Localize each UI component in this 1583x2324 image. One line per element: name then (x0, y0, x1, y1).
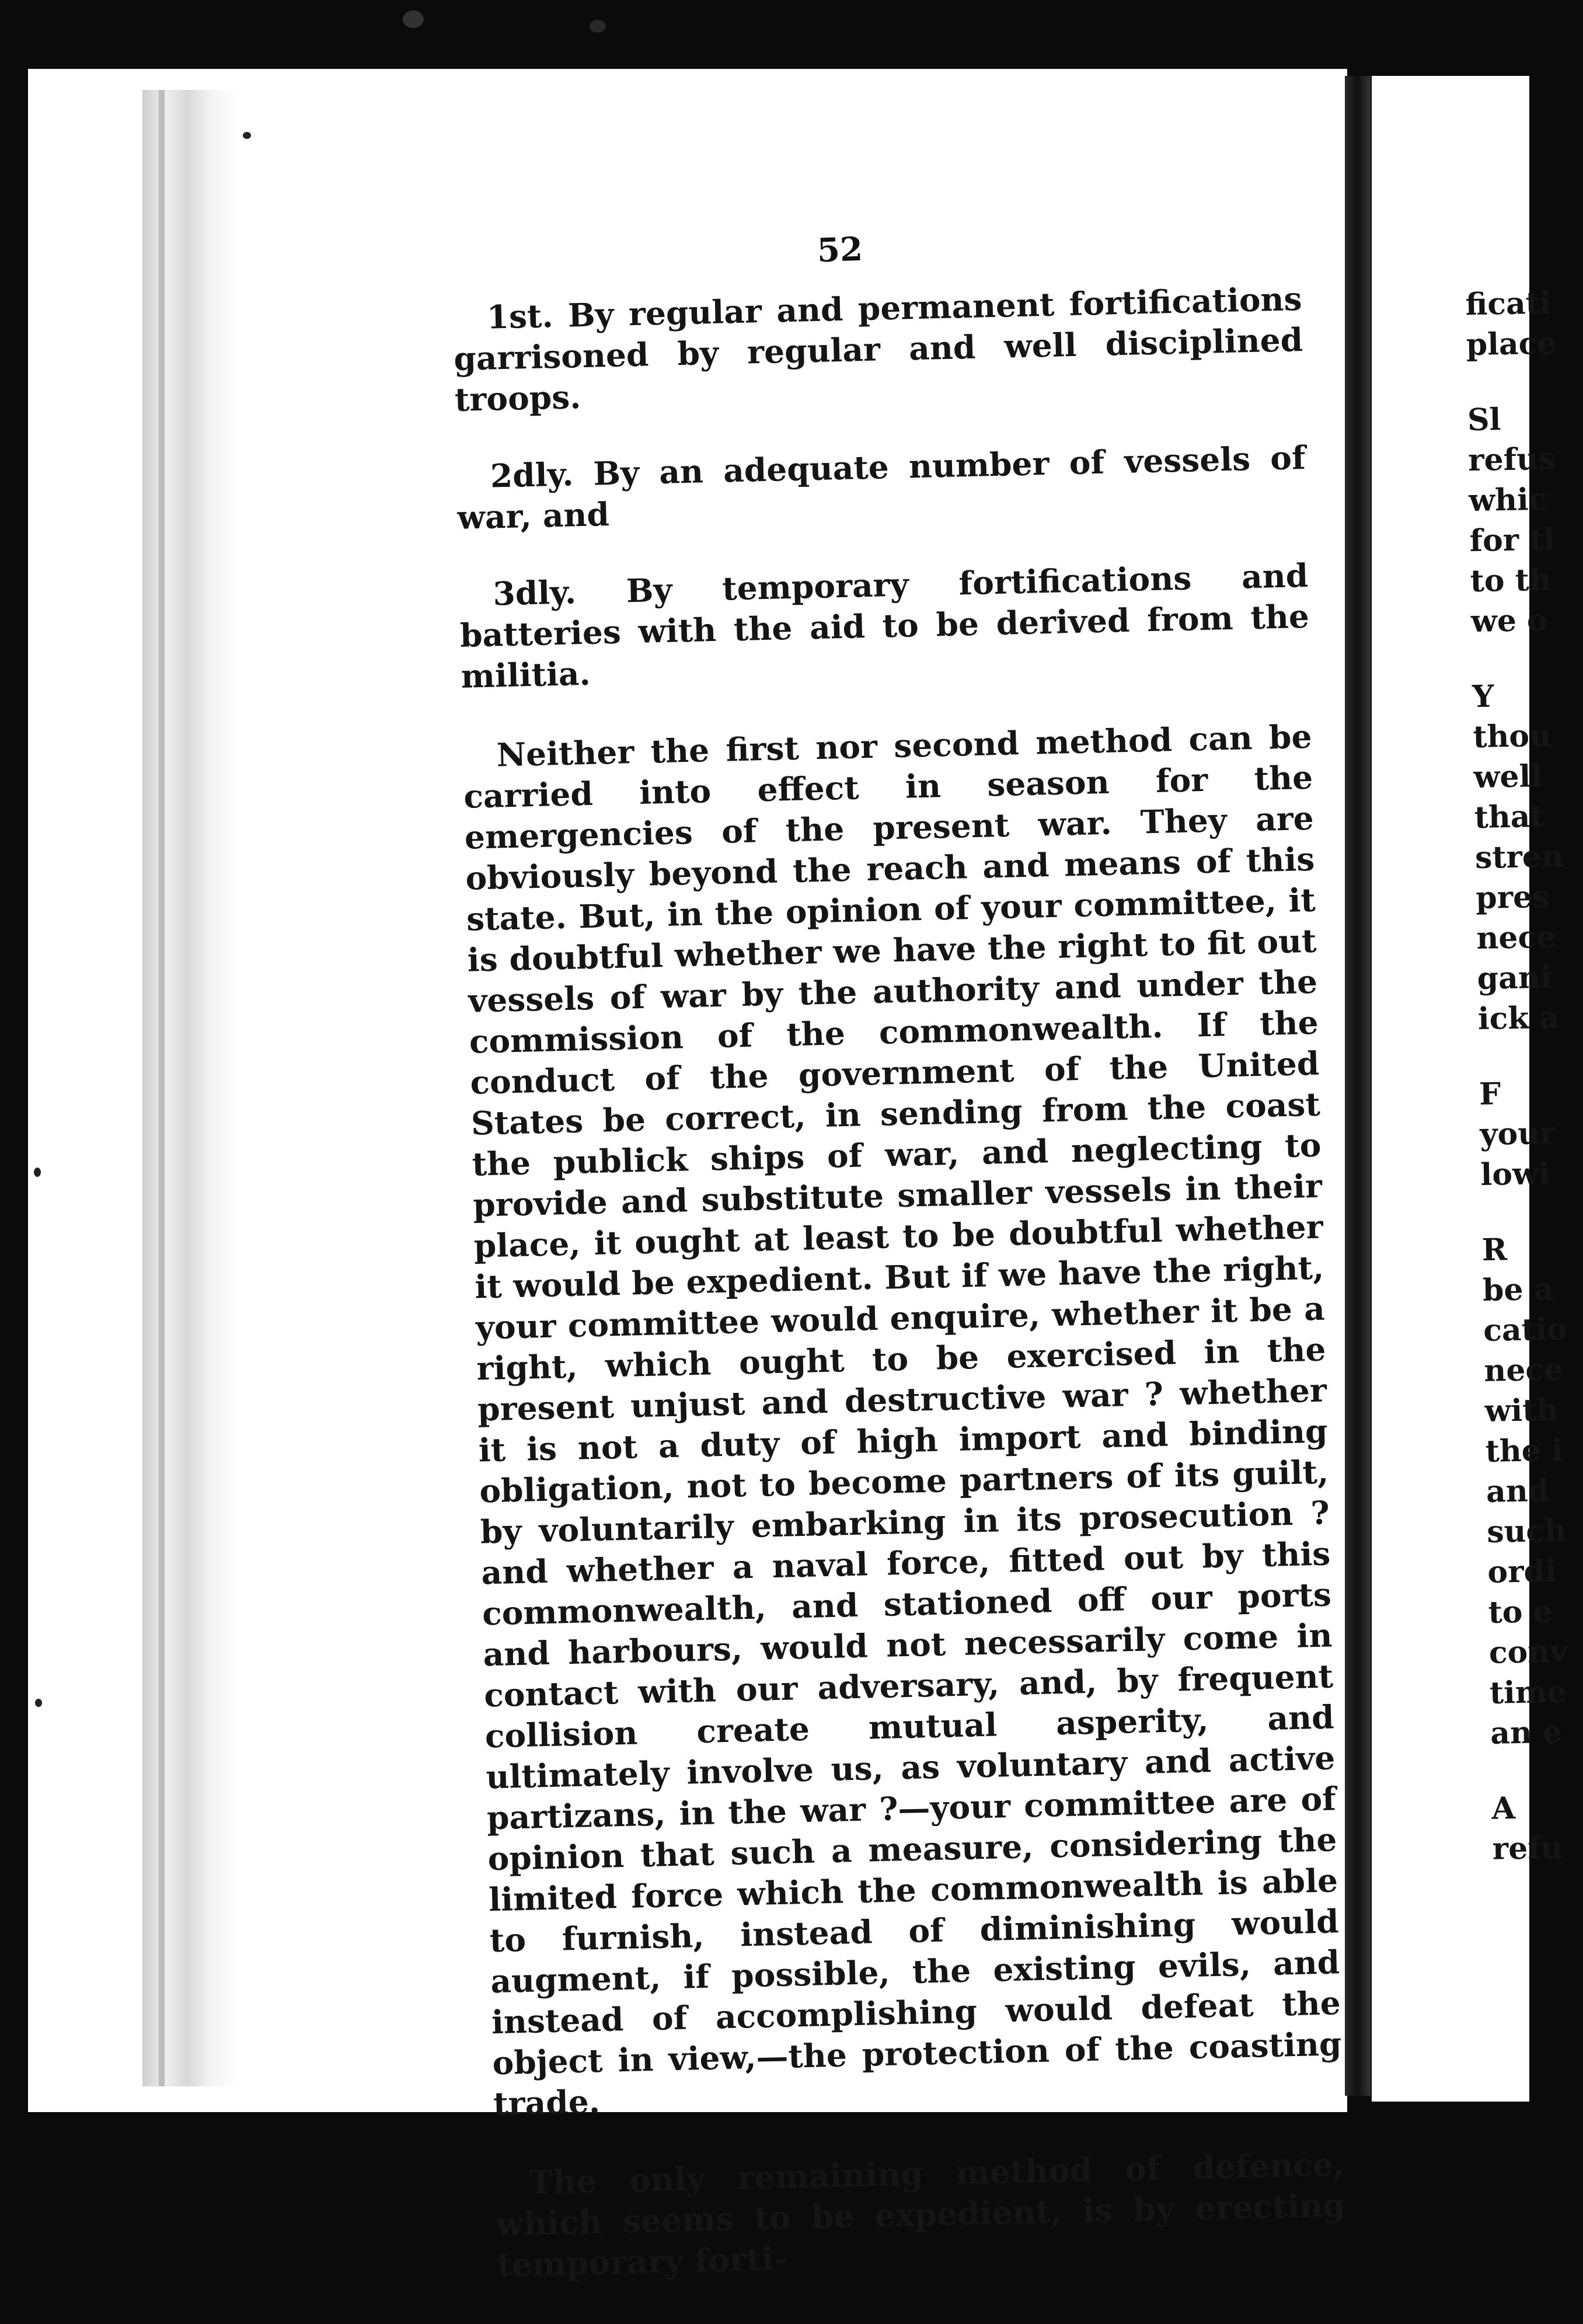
facing-page-line: ick a (1477, 999, 1560, 1037)
facing-page-line: to th (1470, 562, 1552, 600)
facing-page-line: nece (1483, 1351, 1564, 1389)
facing-page-line (1373, 364, 1531, 402)
scan-speck (403, 11, 424, 28)
facing-page-line (1387, 1194, 1546, 1232)
facing-page-line: for tl (1469, 521, 1556, 559)
facing-page-line: pres (1475, 879, 1550, 917)
facing-page-line: F (1479, 1076, 1501, 1112)
paragraph: The only remaining method of defence, which seems to be expedient, is by erecting temporary forti- (496, 2145, 1346, 2284)
facing-page-line: ficati (1465, 285, 1552, 323)
facing-page-line: refu (1492, 1830, 1563, 1867)
facing-page-line: conv (1488, 1633, 1568, 1671)
facing-page-line: an e (1490, 1714, 1563, 1751)
paragraph: 3dly. By temporary fortifications and batteries with the aid to be derived from the militia. (459, 556, 1310, 695)
facing-page-text (1372, 283, 1568, 1870)
facing-page-line: catio (1483, 1311, 1568, 1349)
facing-page-line: that (1474, 798, 1544, 836)
facing-page-line: stren (1474, 838, 1564, 876)
paragraph: Neither the first nor second method can be carried into effect in season for the emergencies of the present war. They are obviously beyond the reach and means of this state. But, in the opinion of your committee, it is doubtful whether we have the right to fit out vessels of war by the authority and under the commission of the commonwealth. If the conduct of the government of the United States be correct, in sending from the coast the publick ships of war, and neglecting to provide and substitute smaller vessels in their place, it ought at least to be doubtful whether it would be expedient. But if we have the right, your committee would enquire, whether it be a right, which ought to be exercised in the present unjust and destructive war ? whether it is not a duty of high import and binding obligation, not to become partners of its guilt, by voluntarily embarking in its prosecution ? and whether a naval force, fitted out by this commonwealth, and stationed off our ports and harbours, would not necessarily come in contact with our adversary, and, by frequent collision create mutual asperity, and ultimately involve us, as voluntary and active partizans, in the war ?—your committee are of opinion that such a measure, considering the limited force which the commonwealth is able to furnish, instead of diminishing would augment, if possible, the existing evils, and instead of accomplishing would defeat the object in view,—the protection of the coasting trade. (463, 717, 1342, 2123)
facing-page-line: well (1473, 758, 1543, 796)
body-text (452, 278, 1347, 2324)
facing-page-line: Y (1472, 678, 1494, 715)
ink-mark (35, 1699, 42, 1707)
facing-page-line: such (1486, 1513, 1567, 1550)
facing-page-line: ordi (1487, 1553, 1557, 1590)
facing-page-line: refus (1467, 441, 1556, 479)
facing-page-line: we o (1470, 602, 1548, 640)
facing-page-line: thou (1472, 717, 1552, 755)
ink-mark (243, 132, 251, 139)
facing-page-line: Sl (1467, 402, 1501, 438)
paragraph: 1st. By regular and permanent fortifications garrisoned by regular and well disciplined troops. (453, 279, 1303, 419)
facing-page-line: time (1489, 1674, 1567, 1711)
facing-page-line: place (1466, 325, 1557, 363)
page-number: 52 (816, 229, 864, 270)
facing-page-line: to e (1488, 1593, 1553, 1630)
facing-page-line: lowi (1480, 1155, 1551, 1193)
facing-page-line (1385, 1038, 1543, 1076)
paragraph: 2dly. By an adequate number of vessels of war, and (456, 438, 1306, 536)
gutter-fold-line (159, 90, 165, 2086)
facing-page-line: your (1479, 1115, 1557, 1152)
ink-mark (34, 1168, 41, 1177)
facing-page-line: with (1484, 1392, 1559, 1429)
facing-page-line: be a (1482, 1271, 1554, 1308)
facing-page-line: nece (1476, 919, 1556, 957)
facing-page-line: and (1486, 1473, 1550, 1510)
facing-page-line (1397, 1752, 1556, 1790)
facing-page-line (1378, 640, 1536, 678)
facing-page-line: A (1491, 1790, 1516, 1827)
gutter-shadow (142, 90, 240, 2086)
book-spine (1345, 76, 1371, 2096)
facing-page-line: gani (1477, 959, 1552, 997)
facing-page-line: R (1481, 1232, 1508, 1268)
facing-page-line: whic (1468, 481, 1547, 519)
scan-speck (590, 20, 606, 33)
facing-page-line: the i (1485, 1432, 1564, 1469)
